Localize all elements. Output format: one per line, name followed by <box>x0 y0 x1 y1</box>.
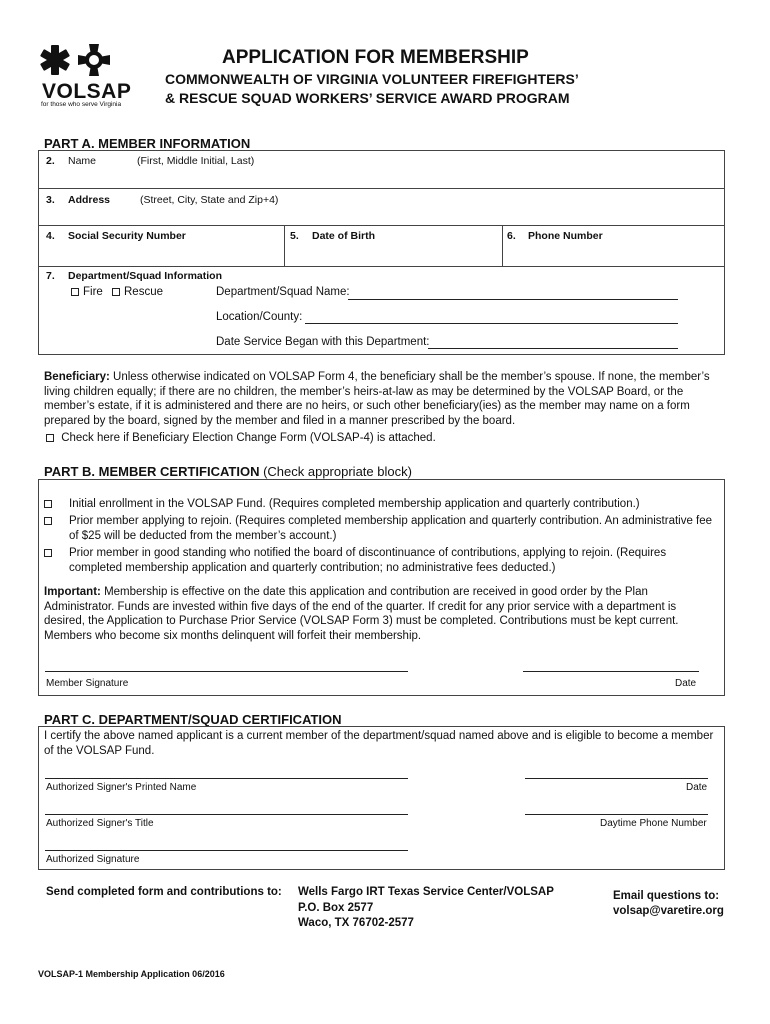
cert-checkbox-2[interactable] <box>44 517 52 525</box>
dept-name-line[interactable] <box>348 299 678 300</box>
address-field[interactable] <box>39 203 724 225</box>
dob-label: Date of Birth <box>312 230 375 242</box>
member-date-label: Date <box>675 678 697 689</box>
part-a-heading: PART A. MEMBER INFORMATION <box>44 136 251 151</box>
page-title: APPLICATION FOR MEMBERSHIP <box>222 47 529 68</box>
beneficiary-checkbox[interactable] <box>46 434 54 442</box>
dept-number: 7. <box>46 270 55 282</box>
beneficiary-paragraph <box>44 370 719 428</box>
cert-option-1[interactable] <box>44 497 714 512</box>
member-date-line[interactable] <box>523 671 699 672</box>
send-address-line-2: P.O. Box 2577 <box>298 902 374 914</box>
rescue-checkbox[interactable] <box>112 288 120 296</box>
part-c-heading: PART C. DEPARTMENT/SQUAD CERTIFICATION <box>44 712 342 727</box>
important-label: Important: <box>44 586 101 598</box>
part-c-date-line[interactable] <box>525 778 708 779</box>
address-number: 3. <box>46 194 55 206</box>
fire-checkbox[interactable] <box>71 288 79 296</box>
rescue-option[interactable] <box>112 286 163 298</box>
ssn-number: 4. <box>46 230 55 242</box>
fire-label: Fire <box>83 286 103 298</box>
important-text: Membership is effective on the date this application and contribution are received in good order by the Plan Administrator. Funds are invested within five days of the end of the quarter. If credit for any prior service with a department is desired, the Application to Purchase Prior Service (VOLSAP Form 3) must be completed. Contributions must be kept current. Members who become six months delinquent will forfeit their membership. <box>44 586 679 642</box>
address-hint: (Street, City, State and Zip+4) <box>140 194 279 206</box>
name-field[interactable] <box>39 163 724 187</box>
send-address-line-1: Wells Fargo IRT Texas Service Center/VOLSAP <box>298 886 554 898</box>
cert-option-text-1: Initial enrollment in the VOLSAP Fund. (Requires completed membership application and quarterly contribution.) <box>69 498 640 510</box>
email-label: Email questions to: <box>613 890 720 902</box>
cert-option-text-3: Prior member in good standing who notified the board of discontinuance of contributions, applying to rejoin. (Requires completed membership application and quarterly contribution; no administrative fees deducted.) <box>69 547 667 574</box>
part-b-title: PART B. MEMBER CERTIFICATION <box>44 464 260 479</box>
beneficiary-text: Unless otherwise indicated on VOLSAP Form 4, the beneficiary shall be the member’s spouse. If none, the member’s living children equally; if there are no children, the member’s heirs-at-law as may be determined by the VOLSAP Board, or the member’s estate, if it is administered and there are no heirs, or such other beneficiary(ies) as the member may name on a form prepared by the board, signed by the member and filed in a manner prescribed by the board. <box>44 371 710 427</box>
signer-title-line[interactable] <box>45 814 408 815</box>
send-address-line-3: Waco, TX 76702-2577 <box>298 917 414 929</box>
printed-name-label: Authorized Signer's Printed Name <box>46 782 197 793</box>
name-number: 2. <box>46 155 55 167</box>
daytime-phone-line[interactable] <box>525 814 708 815</box>
send-label: Send completed form and contributions to: <box>46 886 282 898</box>
cert-checkbox-3[interactable] <box>44 549 52 557</box>
date-began-label: Date Service Began with this Department: <box>216 336 430 348</box>
daytime-phone-label: Daytime Phone Number <box>600 818 707 829</box>
beneficiary-check[interactable] <box>46 432 436 444</box>
phone-number-index: 6. <box>507 230 516 242</box>
name-label: Name <box>68 155 97 167</box>
part-b-heading <box>44 464 412 479</box>
part-c-date-label: Date <box>686 782 708 793</box>
member-signature-line[interactable] <box>45 671 408 672</box>
dept-name-label: Department/Squad Name: <box>216 286 350 298</box>
ssn-label: Social Security Number <box>68 230 186 242</box>
part-c-text: I certify the above named applicant is a current member of the department/squad named above and is eligible to become a member of the VOLSAP Fund. <box>44 730 714 757</box>
authorized-signature-line[interactable] <box>45 850 408 851</box>
beneficiary-label: Beneficiary: <box>44 371 110 383</box>
fire-option[interactable] <box>71 286 103 298</box>
part-a-box <box>38 150 725 355</box>
address-label: Address <box>68 194 111 206</box>
dob-number: 5. <box>290 230 299 242</box>
cert-option-3[interactable] <box>44 546 714 575</box>
beneficiary-check-text: Check here if Beneficiary Election Change Form (VOLSAP-4) is attached. <box>61 432 436 444</box>
location-line[interactable] <box>305 323 678 324</box>
printed-name-line[interactable] <box>45 778 408 779</box>
page-subtitle-1: COMMONWEALTH OF VIRGINIA VOLUNTEER FIREFIGHTERS’ <box>165 71 579 87</box>
date-began-line[interactable] <box>428 348 678 349</box>
logo-tagline: for those who serve Virginia <box>41 101 122 108</box>
important-paragraph <box>44 585 719 643</box>
cert-option-2[interactable] <box>44 514 714 543</box>
cert-option-text-2: Prior member applying to rejoin. (Requires completed membership application and quarterly contribution. An administrative fee of $25 will be deducted from the member’s account.) <box>69 515 713 542</box>
location-label: Location/County: <box>216 311 303 323</box>
dept-label: Department/Squad Information <box>68 270 223 282</box>
footer-form-id: VOLSAP-1 Membership Application 06/2016 <box>38 969 225 979</box>
member-signature-label: Member Signature <box>46 678 129 689</box>
rescue-label: Rescue <box>124 286 163 298</box>
signer-title-label: Authorized Signer's Title <box>46 818 154 829</box>
authorized-signature-label: Authorized Signature <box>46 854 140 865</box>
part-b-note: (Check appropriate block) <box>263 464 412 479</box>
email-link[interactable]: volsap@varetire.org <box>613 905 724 917</box>
phone-label: Phone Number <box>528 230 603 242</box>
page-subtitle-2: & RESCUE SQUAD WORKERS’ SERVICE AWARD PROGRAM <box>165 90 570 106</box>
cert-checkbox-1[interactable] <box>44 500 52 508</box>
name-hint: (First, Middle Initial, Last) <box>137 155 255 167</box>
logo-name: VOLSAP <box>42 80 132 103</box>
